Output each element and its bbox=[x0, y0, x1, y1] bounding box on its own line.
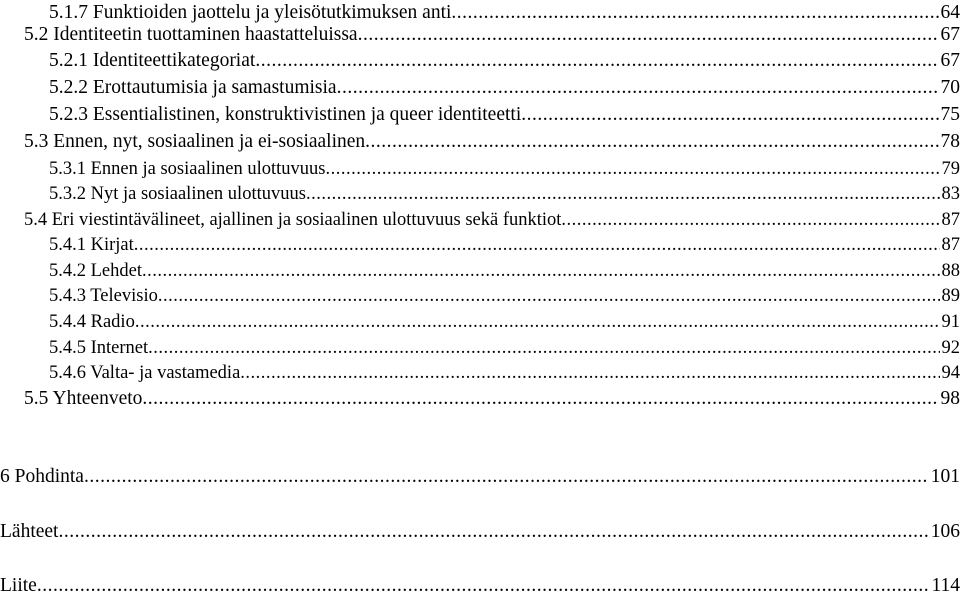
toc-entry[interactable] bbox=[49, 258, 960, 284]
toc-entry-title: 5.2.2 Erottautumisia ja samastumisia bbox=[49, 75, 337, 101]
toc-entry-page: 98 bbox=[939, 386, 960, 412]
toc-entry-page: 70 bbox=[939, 75, 960, 101]
toc-entry-page: 78 bbox=[939, 129, 960, 155]
dot-leader bbox=[58, 519, 928, 545]
dot-leader bbox=[142, 258, 940, 284]
toc-entry[interactable] bbox=[0, 519, 960, 545]
toc-entry[interactable] bbox=[49, 102, 960, 128]
dot-leader bbox=[240, 360, 939, 386]
toc-entry[interactable] bbox=[49, 335, 960, 361]
toc-entry-page: 67 bbox=[939, 48, 960, 74]
toc-entry-page: 94 bbox=[940, 360, 960, 386]
toc-entry[interactable] bbox=[49, 360, 960, 386]
toc-entry-title: Liite bbox=[0, 573, 37, 599]
dot-leader bbox=[255, 48, 938, 74]
toc-entry-title: 5.4.6 Valta- ja vastamedia bbox=[49, 360, 240, 386]
toc-entry-title: 5.2.3 Essentialistinen, konstruktivistinen ja queer identiteetti bbox=[49, 102, 521, 128]
toc-entry-title: 5.3 Ennen, nyt, sosiaalinen ja ei-sosiaalinen bbox=[24, 129, 365, 155]
toc-entry[interactable] bbox=[0, 573, 960, 599]
toc-entry-page: 89 bbox=[940, 283, 960, 309]
toc-entry[interactable] bbox=[49, 283, 960, 309]
dot-leader bbox=[158, 283, 940, 309]
toc-entry-title: 5.4.2 Lehdet bbox=[49, 258, 142, 284]
toc-entry-title: 5.4.5 Internet bbox=[49, 335, 148, 361]
dot-leader bbox=[134, 232, 940, 258]
toc-entry-title: 5.4.4 Radio bbox=[49, 309, 135, 335]
toc-entry-title: 5.4 Eri viestintävälineet, ajallinen ja sosiaalinen ulottuvuus sekä funktiot bbox=[24, 207, 561, 233]
toc-entry-page: 114 bbox=[929, 573, 960, 599]
toc-entry-page: 87 bbox=[940, 232, 960, 258]
toc-entry-title: 5.2 Identiteetin tuottaminen haastatteluissa bbox=[24, 22, 358, 48]
toc-entry-title: 5.4.3 Televisio bbox=[49, 283, 158, 309]
toc-entry-title: 5.3.1 Ennen ja sosiaalinen ulottuvuus bbox=[49, 156, 325, 182]
toc-entry[interactable] bbox=[49, 156, 960, 182]
toc-entry[interactable] bbox=[24, 22, 960, 48]
toc-entry[interactable] bbox=[0, 464, 960, 490]
toc-entry-title: 5.4.1 Kirjat bbox=[49, 232, 134, 258]
dot-leader bbox=[306, 181, 940, 207]
dot-leader bbox=[561, 207, 939, 233]
toc-entry[interactable] bbox=[24, 386, 960, 412]
toc-entry[interactable] bbox=[49, 181, 960, 207]
toc-entry-page: 75 bbox=[939, 102, 960, 128]
toc-entry-page: 64 bbox=[939, 0, 960, 26]
dot-leader bbox=[37, 573, 930, 599]
toc-entry-page: 87 bbox=[940, 207, 960, 233]
toc-entry-title: Lähteet bbox=[0, 519, 58, 545]
toc-entry[interactable] bbox=[24, 207, 960, 233]
toc-entry[interactable] bbox=[49, 48, 960, 74]
toc-entry-page: 91 bbox=[940, 309, 960, 335]
dot-leader bbox=[84, 464, 929, 490]
toc-entry-page: 88 bbox=[940, 258, 960, 284]
dot-leader bbox=[365, 129, 938, 155]
toc-entry[interactable] bbox=[49, 309, 960, 335]
toc-entry-title: 5.2.1 Identiteettikategoriat bbox=[49, 48, 255, 74]
toc-entry-title: 5.5 Yhteenveto bbox=[24, 386, 142, 412]
toc-entry[interactable] bbox=[24, 129, 960, 155]
toc-entry-page: 79 bbox=[940, 156, 960, 182]
dot-leader bbox=[148, 335, 939, 361]
toc-entry-page: 67 bbox=[939, 22, 960, 48]
toc-entry-page: 92 bbox=[940, 335, 960, 361]
toc-entry[interactable] bbox=[49, 232, 960, 258]
toc-entry-title: 5.1.7 Funktioiden jaottelu ja yleisötutkimuksen anti bbox=[49, 0, 451, 26]
dot-leader bbox=[142, 386, 938, 412]
toc-entry-page: 101 bbox=[929, 464, 960, 490]
dot-leader bbox=[337, 75, 939, 101]
dot-leader bbox=[325, 156, 939, 182]
toc-entry-title: 6 Pohdinta bbox=[0, 464, 84, 490]
toc-entry-title: 5.3.2 Nyt ja sosiaalinen ulottuvuus bbox=[49, 181, 306, 207]
toc-entry-page: 83 bbox=[940, 181, 960, 207]
dot-leader bbox=[358, 22, 939, 48]
toc-entry[interactable] bbox=[49, 75, 960, 101]
dot-leader bbox=[521, 102, 938, 128]
dot-leader bbox=[135, 309, 940, 335]
toc-entry-page: 106 bbox=[929, 519, 960, 545]
